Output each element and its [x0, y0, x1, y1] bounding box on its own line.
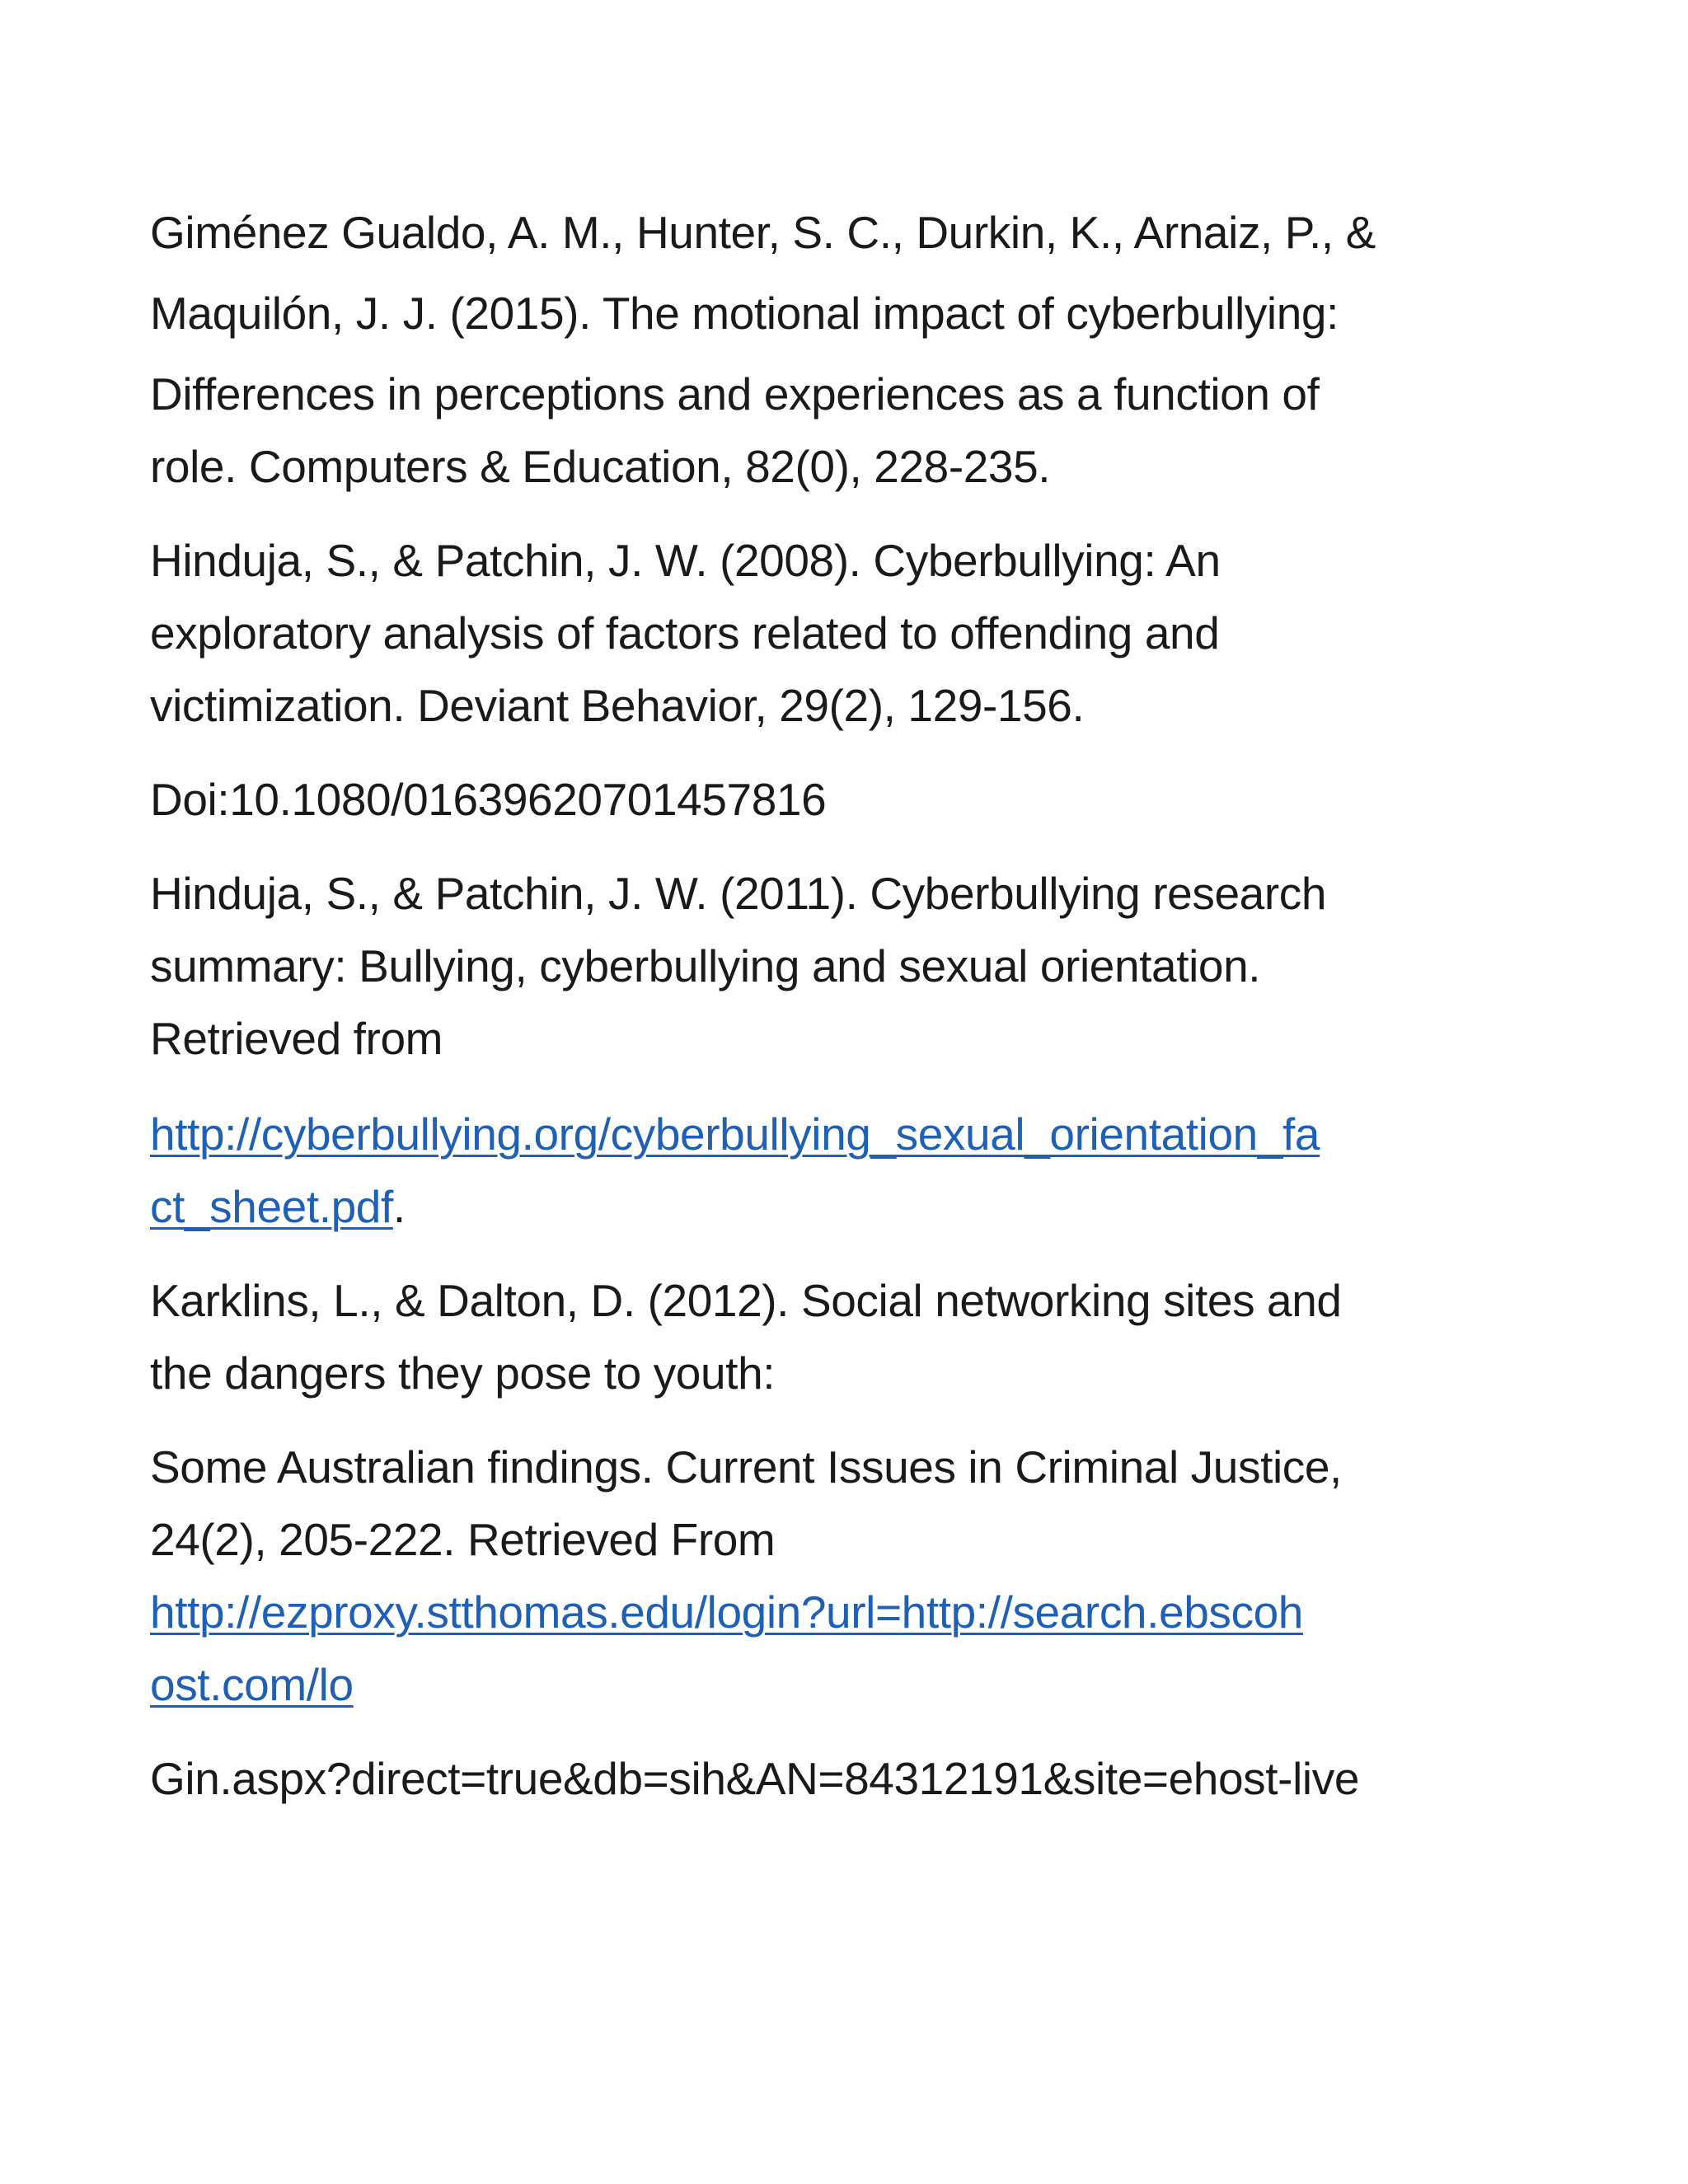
reference-text: Karklins, L., & Dalton, D. (2012). Social networking sites and — [150, 1275, 1342, 1326]
reference-url-line — [150, 1170, 1551, 1243]
reference-text: summary: Bullying, cyberbullying and sexual orientation. — [150, 940, 1261, 991]
reference-text: the dangers they pose to youth: — [150, 1347, 776, 1399]
reference-text: Retrieved from — [150, 1013, 443, 1064]
reference-text: exploratory analysis of factors related to offending and — [150, 607, 1220, 658]
reference-text: Giménez Gualdo, A. M., Hunter, S. C., Durkin, K., Arnaiz, P., & — [150, 207, 1376, 258]
reference-text: Hinduja, S., & Patchin, J. W. (2011). Cyberbullying research — [150, 868, 1327, 919]
reference-hinduja-2011 — [150, 857, 1551, 1243]
reference-list — [150, 196, 1551, 1815]
reference-karklins — [150, 1264, 1551, 1815]
reference-text: 24(2), 205-222. Retrieved From — [150, 1514, 776, 1565]
reference-text: Maquilón, J. J. (2015). The motional impact of cyberbullying: — [150, 288, 1339, 339]
reference-gimenez — [150, 196, 1551, 503]
reference-text: Some Australian findings. Current Issues in Criminal Justice, — [150, 1441, 1342, 1493]
reference-link[interactable]: http://ezproxy.stthomas.edu/login?url=http://search.ebscoh — [150, 1586, 1303, 1638]
reference-link[interactable]: ost.com/lo — [150, 1659, 354, 1710]
reference-text: Hinduja, S., & Patchin, J. W. (2008). Cyberbullying: An — [150, 535, 1221, 586]
reference-punctuation: . — [392, 1181, 406, 1232]
reference-link[interactable]: ct_sheet.pdf — [150, 1181, 393, 1232]
reference-text: Differences in perceptions and experiences as a function of — [150, 368, 1320, 419]
reference-text: role. Computers & Education, 82(0), 228-235. — [150, 441, 1051, 492]
reference-text: Gin.aspx?direct=true&db=sih&AN=84312191&site=ehost-live — [150, 1753, 1360, 1804]
reference-url-line — [150, 1648, 1551, 1721]
reference-link[interactable]: http://cyberbullying.org/cyberbullying_sexual_orientation_fa — [150, 1108, 1320, 1160]
reference-hinduja-2008 — [150, 524, 1551, 836]
reference-text: victimization. Deviant Behavior, 29(2), 129-156. — [150, 680, 1085, 731]
reference-url-line — [150, 1576, 1551, 1648]
reference-doi: Doi:10.1080/01639620701457816 — [150, 774, 827, 825]
reference-url-line — [150, 1098, 1551, 1170]
